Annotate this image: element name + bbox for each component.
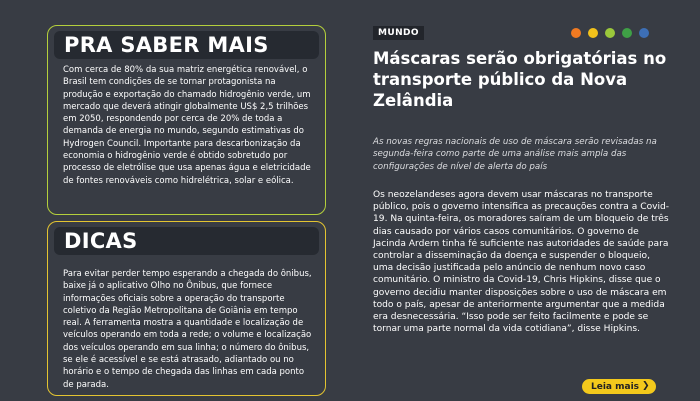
pra-saber-mais-header <box>54 31 319 59</box>
dicas-text: Para evitar perder tempo esperando a chegada do ônibus, baixe já o aplicativo Olho no Ônibus, que fornece informações oficiais sobre a operação do transporte coletivo da Região Metropolitana de Goiânia em tempo real. A ferramenta mostra a quantidade e localização de veículos operando em toda a rede; o volume e localização dos veículos operando em sua linha; o número do ônibus, se ele é acessível e se está atrasado, adiantado ou no horário e o tempo de chegada das linhas em cada ponto de parada. <box>63 269 312 390</box>
article-headline: Máscaras serão obrigatórias no transporte público da Nova Zelândia <box>373 49 667 110</box>
green-dot-icon <box>622 28 632 38</box>
dicas-title: DICAS <box>64 229 138 253</box>
orange-dot-icon <box>571 28 581 38</box>
yellow-dot-icon <box>588 28 598 38</box>
article-body: Os neozelandeses agora devem usar máscaras no transporte público, pois o governo intensifica as precauções contra a Covid-19. Na quinta-feira, os moradores saíram de um bloqueio de três dias causado por vários casos comunitários. O governo de Jacinda Ardern tinha fé suficiente nas autoridades de saúde para controlar a disseminação da doença e suspender o bloqueio, uma decisão justificada pelo anúncio de nenhum novo caso comunitário. O ministro da Covid-19, Chris Hipkins, disse que o governo decidiu manter disposições sobre o uso de máscara em todo o país, apesar de anteriormente argumentar que a medida era desnecessária. “Isso pode ser feito facilmente e pode se tornar uma parte normal da vida cotidiana”, disse Hipkins. <box>373 190 670 335</box>
dicas-header <box>54 227 319 255</box>
read-more-button[interactable] <box>582 379 656 394</box>
article-lead: As novas regras nacionais de uso de máscara serão revisadas na segunda-feira como parte de uma análise mais ampla das configurações de nível de alerta do país <box>373 137 657 172</box>
pra-saber-mais-text: Com cerca de 80% da sua matriz energética renovável, o Brasil tem condições de se tornar protagonista na produção e exportação do chamado hidrogênio verde, um mercado que deverá atingir globalmente US$ 2,5 trilhões em 2050, respondendo por cerca de 20% de toda a demanda de energia no mundo, segundo estimativas do Hydrogen Council. Importante para descarbonização da economia o hidrogênio verde é obtido sobretudo por processo de eletrólise que usa apenas água e eletricidade de fontes renováveis como hidrelétrica, solar e eólica. <box>63 65 311 186</box>
chevron-right-icon: ❯ <box>642 381 650 391</box>
color-dots <box>571 28 649 38</box>
dicas-card <box>47 221 326 396</box>
section-badge: MUNDO <box>373 26 424 40</box>
light-green-dot-icon <box>605 28 615 38</box>
pra-saber-mais-card <box>47 25 326 215</box>
blue-dot-icon <box>639 28 649 38</box>
pra-saber-mais-title: PRA SABER MAIS <box>64 33 269 57</box>
read-more-label: Leia mais <box>591 381 640 392</box>
